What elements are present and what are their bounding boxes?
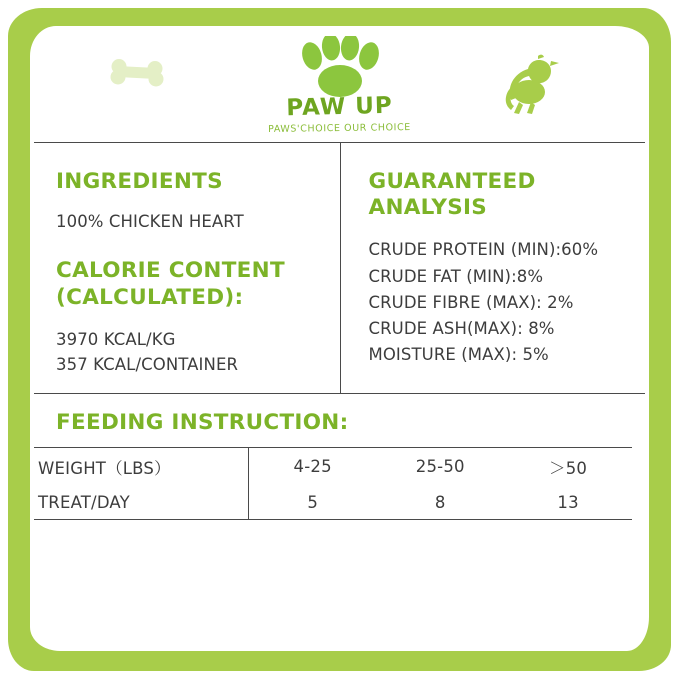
- feeding-table: [34, 447, 632, 520]
- feeding-treat-value: 8: [434, 492, 446, 512]
- brand-logo: [34, 36, 645, 134]
- table-row: [34, 447, 632, 486]
- feeding-weight-value: ＞50: [549, 458, 588, 478]
- ingredients-text: 100% CHICKEN HEART: [56, 212, 244, 232]
- list-item: CRUDE FAT (MIN):8%: [368, 266, 544, 286]
- feeding-weight-value: 25-50: [415, 457, 465, 477]
- feeding-instruction-section: [34, 394, 645, 520]
- list-item: CRUDE PROTEIN (MIN):60%: [368, 240, 599, 260]
- calorie-line-1: 3970 KCAL/KG: [56, 329, 176, 349]
- guaranteed-analysis-title: GUARANTEED ANALYSIS: [368, 169, 536, 221]
- feeding-treat-value: 5: [307, 492, 319, 512]
- ingredients-title: INGREDIENTS: [56, 169, 223, 194]
- list-item: MOISTURE (MAX): 5%: [368, 344, 549, 364]
- paw-print-icon: [292, 36, 388, 98]
- feeding-weight-value: 4-25: [293, 457, 332, 477]
- calorie-title: CALORIE CONTENT (CALCULATED):: [56, 258, 285, 310]
- feeding-treat-value: 13: [557, 492, 579, 512]
- brand-tagline: PAWS'CHOICE OUR CHOICE: [268, 122, 411, 135]
- brand-wordmark: PAW UP: [285, 92, 394, 122]
- label-header: [34, 30, 645, 142]
- guaranteed-analysis-column: [340, 143, 646, 393]
- ingredients-column: [34, 143, 340, 393]
- guaranteed-analysis-list: [369, 237, 636, 367]
- feeding-instruction-title: FEEDING INSTRUCTION:: [56, 409, 349, 435]
- feeding-treat-label: TREAT/DAY: [34, 486, 249, 520]
- list-item: CRUDE FIBRE (MAX): 2%: [368, 292, 574, 312]
- list-item: CRUDE ASH(MAX): 8%: [368, 318, 555, 338]
- calorie-line-2: 357 KCAL/CONTAINER: [56, 354, 239, 374]
- label-content: [34, 30, 645, 645]
- table-row: [34, 486, 632, 520]
- feeding-weight-label: WEIGHT（LBS）: [34, 447, 249, 486]
- info-columns: [34, 143, 645, 393]
